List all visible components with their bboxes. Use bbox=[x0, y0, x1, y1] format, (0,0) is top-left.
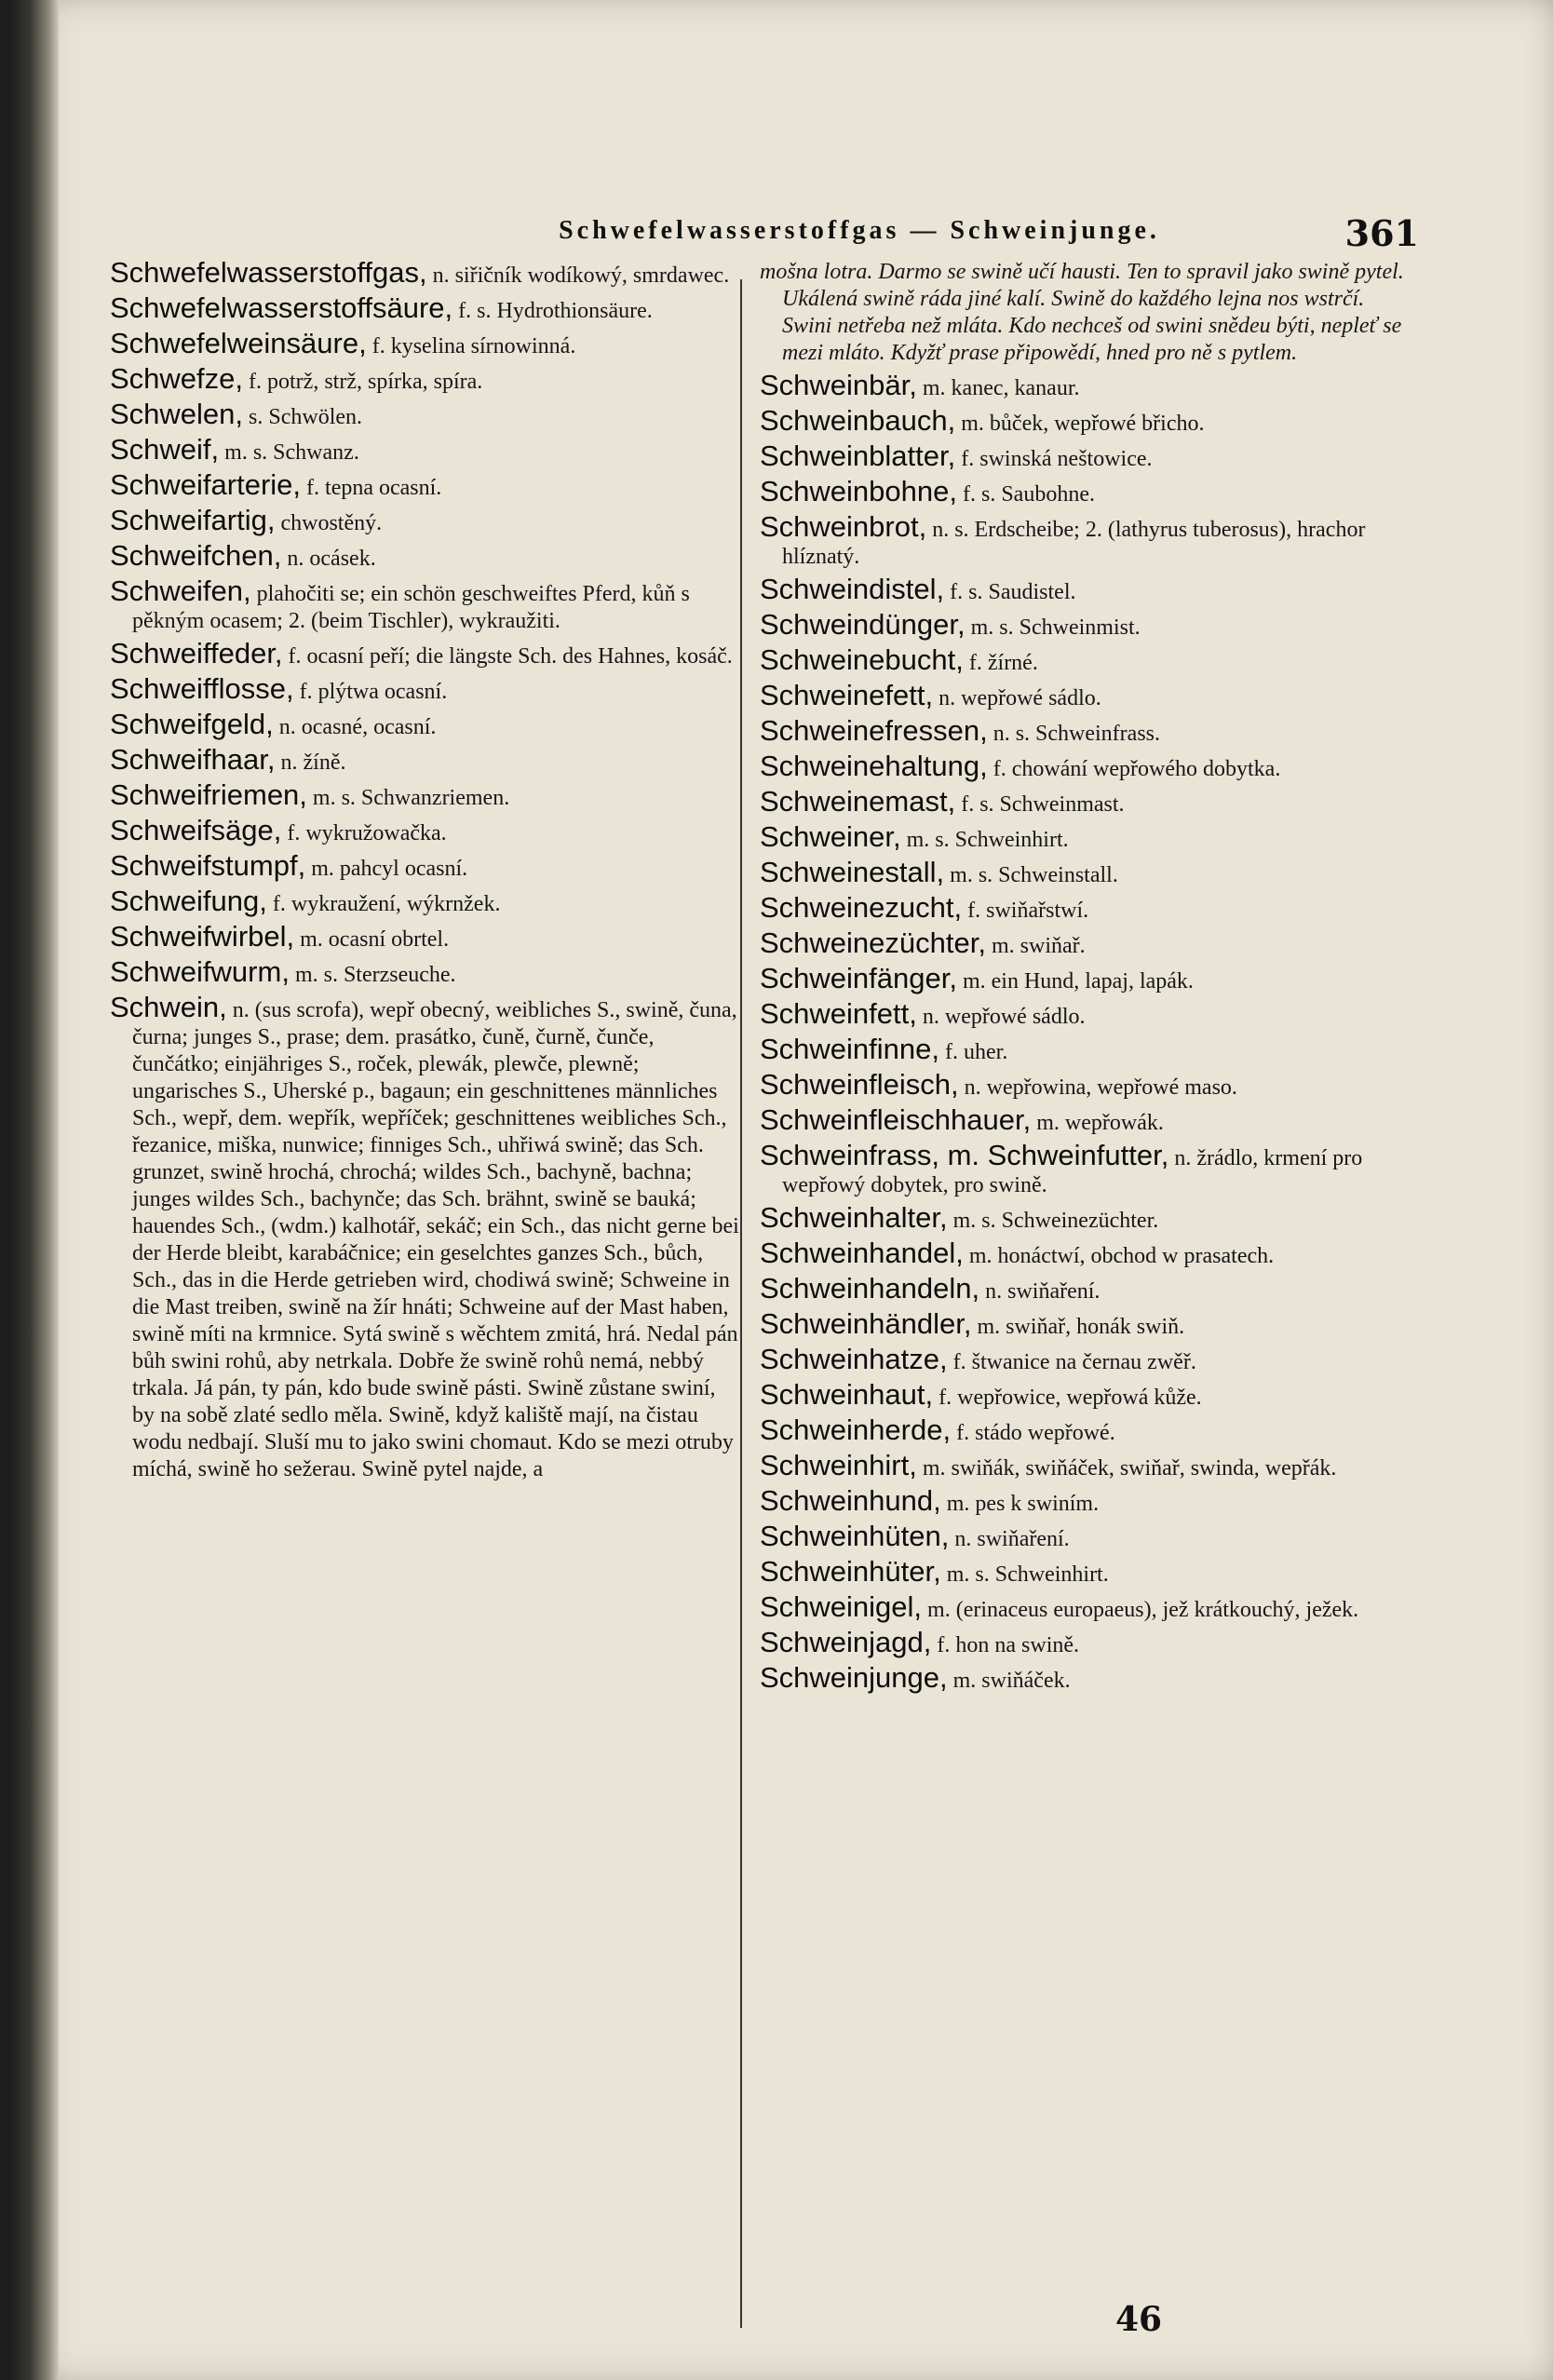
entry-definition: f. žírné. bbox=[968, 651, 1038, 675]
entry-headword: Schweinigel, bbox=[760, 1590, 923, 1623]
dictionary-entry bbox=[760, 1555, 1413, 1589]
left-column bbox=[110, 256, 743, 1488]
entry-definition: plahočiti se; ein schön geschweiftes Pferd, kůň s pěkným ocasem; 2. (beim Tischler), wykraužiti. bbox=[132, 582, 690, 633]
entry-headword: Schweifung, bbox=[110, 885, 267, 917]
entry-definition: f. s. Schweinmast. bbox=[961, 792, 1125, 817]
dictionary-entry bbox=[760, 1201, 1413, 1235]
entry-headword: Schweinebucht, bbox=[760, 643, 964, 676]
dictionary-entry bbox=[110, 504, 743, 537]
entry-definition: f. uher. bbox=[945, 1040, 1008, 1064]
entry-headword: Schweifwirbel, bbox=[110, 920, 295, 953]
dictionary-entry bbox=[110, 577, 743, 635]
entry-definition: m. pes k swiním. bbox=[946, 1492, 1100, 1516]
entry-headword: Schwefelwasserstoffsäure, bbox=[110, 291, 453, 324]
entry-definition: f. wepřowice, wepřowá kůže. bbox=[939, 1386, 1202, 1410]
entry-definition: n. wepřowé sádlo. bbox=[939, 686, 1101, 710]
entry-definition: n. s. Erdscheibe; 2. (lathyrus tuberosus), hrachor hlíznatý. bbox=[782, 518, 1366, 569]
entry-definition: f. s. Saubohne. bbox=[963, 482, 1095, 507]
dictionary-page bbox=[7, 0, 1553, 2380]
entry-headword: Schweifflosse, bbox=[110, 672, 294, 705]
entry-definition: m. ocasní obrtel. bbox=[300, 927, 450, 952]
dictionary-entry bbox=[760, 439, 1413, 473]
dictionary-entry bbox=[760, 820, 1413, 854]
entry-definition: chwostěný. bbox=[280, 511, 383, 535]
entry-definition: m. s. Sterzseuche. bbox=[294, 963, 456, 987]
entry-definition: m. swiňák, swiňáček, swiňař, swinda, wepřák. bbox=[922, 1456, 1337, 1481]
dictionary-entry bbox=[760, 1661, 1413, 1695]
dictionary-entry bbox=[110, 887, 743, 918]
entry-headword: Schweinezucht, bbox=[760, 891, 963, 924]
entry-headword: Schwefelwasserstoffgas, bbox=[110, 256, 427, 289]
dictionary-entry bbox=[760, 962, 1413, 995]
dictionary-entry bbox=[760, 1378, 1413, 1412]
dictionary-entry bbox=[110, 991, 743, 1483]
entry-headword: Schweinehaltung, bbox=[760, 750, 988, 782]
entry-headword: Schwein, bbox=[110, 991, 227, 1023]
dictionary-entry bbox=[110, 637, 743, 670]
entry-definition: m. s. Schwanz. bbox=[224, 440, 359, 465]
dictionary-entry bbox=[110, 814, 743, 847]
entry-definition: m. s. Schwanzriemen. bbox=[312, 786, 510, 810]
dictionary-entry bbox=[110, 778, 743, 812]
entry-definition: m. swiňař. bbox=[991, 934, 1086, 958]
dictionary-entry bbox=[760, 891, 1413, 925]
entry-definition: m. wepřowák. bbox=[1036, 1111, 1164, 1135]
dictionary-entry bbox=[110, 468, 743, 502]
entry-headword: Schweifartig, bbox=[110, 504, 276, 536]
entry-definition: f. wykraužení, wýkrnžek. bbox=[272, 892, 501, 916]
dictionary-entry bbox=[760, 1272, 1413, 1305]
entry-headword: Schweinbrot, bbox=[760, 510, 927, 543]
entry-headword: Schweiffeder, bbox=[110, 637, 283, 669]
entry-definition: f. ocasní peří; die längste Sch. des Hahnes, kosáč. bbox=[288, 644, 733, 669]
entry-headword: Schweinfleisch, bbox=[760, 1068, 959, 1101]
entry-headword: Schweinbär, bbox=[760, 369, 917, 401]
dictionary-entry bbox=[110, 849, 743, 883]
entry-headword: Schweifen, bbox=[110, 575, 251, 607]
column-divider bbox=[740, 279, 742, 2328]
entry-headword: Schweinbohne, bbox=[760, 475, 957, 507]
entry-definition: m. honáctwí, obchod w prasatech. bbox=[968, 1244, 1275, 1268]
entry-definition: f. s. Hydrothionsäure. bbox=[458, 299, 653, 323]
book-spine-shadow bbox=[7, 0, 59, 2380]
dictionary-entry bbox=[760, 1139, 1413, 1199]
entry-headword: Schweifhaar, bbox=[110, 743, 276, 776]
dictionary-entry bbox=[760, 1239, 1413, 1270]
dictionary-entry bbox=[760, 643, 1413, 677]
dictionary-entry bbox=[760, 1590, 1413, 1624]
entry-headword: Schweinfett, bbox=[760, 997, 917, 1030]
entry-headword: Schweinfrass, m. Schweinfutter, bbox=[760, 1139, 1169, 1171]
dictionary-entry bbox=[110, 327, 743, 360]
entry-headword: Schweiner, bbox=[760, 820, 901, 853]
entry-headword: Schweif, bbox=[110, 433, 220, 466]
entry-definition: f. s. Saudistel. bbox=[950, 580, 1076, 604]
dictionary-entry bbox=[760, 856, 1413, 889]
entry-definition: m. s. Schweinmist. bbox=[970, 615, 1141, 640]
entry-headword: Schweifchen, bbox=[110, 539, 282, 572]
entry-definition: m. s. Schweinhirt. bbox=[906, 828, 1069, 852]
entry-definition: f. tepna ocasní. bbox=[306, 476, 442, 500]
entry-headword: Schweinefressen, bbox=[760, 714, 988, 747]
dictionary-entry bbox=[110, 710, 743, 741]
signature-mark: 46 bbox=[1115, 2300, 1163, 2339]
dictionary-entry bbox=[760, 369, 1413, 402]
entry-headword: Schweinhalter, bbox=[760, 1201, 948, 1234]
entry-definition: f. kyselina sírnowinná. bbox=[371, 334, 576, 358]
dictionary-entry bbox=[110, 920, 743, 953]
entry-definition: f. swinská neštowice. bbox=[961, 447, 1153, 471]
entry-definition: f. hon na swině. bbox=[937, 1633, 1080, 1657]
entry-headword: Schweifsäge, bbox=[110, 814, 282, 846]
dictionary-entry bbox=[110, 291, 743, 325]
continuation-text: mošna lotra. Darmo se swině učí hausti. Ten to spravil jako swině pytel. Ukálená swině ráda jiné kalí. Swině do každého lejna nos wstrčí. Swini netřeba než mláta. Kdo nechceš od swini snědeu býti, nepleť se mezi mláto. Kdyžť prase připowědí, hned pro ně s pytlem. bbox=[760, 260, 1404, 365]
entry-headword: Schweindünger, bbox=[760, 608, 966, 641]
entry-headword: Schweifarterie, bbox=[110, 468, 302, 501]
entry-definition: n. siřičník wodíkowý, smrdawec. bbox=[432, 264, 730, 288]
entry-definition: n. ocasné, ocasní. bbox=[278, 715, 437, 739]
entry-definition: s. Schwölen. bbox=[249, 405, 363, 429]
dictionary-entry bbox=[110, 256, 743, 290]
entry-headword: Schweinbauch, bbox=[760, 404, 956, 437]
entry-headword: Schwefze, bbox=[110, 362, 244, 395]
dictionary-entry bbox=[110, 362, 743, 396]
entry-headword: Schweinblatter, bbox=[760, 439, 956, 472]
entry-headword: Schweinjunge, bbox=[760, 1661, 948, 1694]
entry-definition: n. žíně. bbox=[280, 751, 346, 775]
dictionary-entry bbox=[760, 1484, 1413, 1518]
entry-definition: m. bůček, wepřowé břicho. bbox=[961, 412, 1205, 436]
entry-headword: Schweinhüter, bbox=[760, 1555, 941, 1588]
entry-headword: Schweinestall, bbox=[760, 856, 945, 888]
dictionary-entry bbox=[760, 510, 1413, 571]
entry-headword: Schweinherde, bbox=[760, 1413, 952, 1446]
running-head: Schwefelwasserstoffgas — Schweinjunge. bbox=[559, 216, 1160, 245]
dictionary-entry bbox=[760, 1626, 1413, 1659]
entry-headword: Schweindistel, bbox=[760, 573, 945, 605]
page-number: 361 bbox=[1344, 212, 1419, 254]
dictionary-entry bbox=[760, 1343, 1413, 1376]
dictionary-entry bbox=[760, 1307, 1413, 1341]
entry-definition: m. swiňáček. bbox=[952, 1669, 1071, 1693]
entry-definition: m. ein Hund, lapaj, lapák. bbox=[962, 969, 1194, 994]
dictionary-entry bbox=[760, 997, 1413, 1031]
entry-definition: f. swiňařstwí. bbox=[967, 899, 1089, 923]
entry-headword: Schweinhüten, bbox=[760, 1520, 950, 1552]
entry-headword: Schweinfleischhauer, bbox=[760, 1103, 1032, 1136]
entry-definition: f. štwanice na černau zwěř. bbox=[952, 1350, 1196, 1374]
dictionary-entry bbox=[760, 1449, 1413, 1482]
dictionary-entry bbox=[760, 785, 1413, 818]
entry-headword: Schwelen, bbox=[110, 398, 244, 430]
dictionary-entry bbox=[760, 1035, 1413, 1066]
dictionary-entry bbox=[110, 400, 743, 431]
dictionary-entry bbox=[760, 1522, 1413, 1553]
entry-headword: Schweinhatze, bbox=[760, 1343, 948, 1375]
entry-definition: f. stádo wepřowé. bbox=[956, 1421, 1115, 1445]
entry-definition: m. kanec, kanaur. bbox=[922, 376, 1080, 400]
entry-definition: f. chowání wepřowého dobytka. bbox=[993, 757, 1281, 781]
entry-headword: Schweinhund, bbox=[760, 1484, 941, 1517]
entry-definition: f. wykružowačka. bbox=[287, 821, 447, 845]
dictionary-entry bbox=[760, 679, 1413, 712]
entry-headword: Schweinhandeln, bbox=[760, 1272, 980, 1305]
entry-definition: m. (erinaceus europaeus), jež krátkouchý, ježek. bbox=[927, 1598, 1359, 1622]
entry-headword: Schwefelweinsäure, bbox=[110, 327, 367, 359]
dictionary-entry bbox=[760, 575, 1413, 606]
entry-definition: m. s. Schweinezüchter. bbox=[952, 1209, 1159, 1233]
dictionary-entry bbox=[760, 404, 1413, 438]
entry-definition: m. swiňař, honák swiň. bbox=[977, 1315, 1185, 1339]
dictionary-entry bbox=[760, 608, 1413, 642]
dictionary-entry bbox=[760, 475, 1413, 508]
entry-definition: n. (sus scrofa), wepř obecný, weibliches S., swině, čuna, čurna; junges S., prase; dem. prasátko, čuně, čurně, čunče, čunčátko; einjähriges S., roček, plewák, plewče, plewně; ungarisches S., Uherské p., bagaun; ein geschnittenes männliches Sch., wepř, dem. wepřík, wepříček; geschnittenes weibliches Sch., řezanice, miška, nunwice; finniges Sch., uhřiwá swině; das Sch. grunzet, swině hrochá, chrochá; wildes Sch., bachyně, bachna; junges wildes Sch., bachynče; das Sch. brähnt, swině se bauká; hauendes Sch., (wdm.) kalhotář, sekáč; ein Sch., das nicht gerne bei der Herde bleibt, karabáčnice; ein geselchtes ganzes Sch., bůch, Sch., das in die Herde getrieben wird, chodiwá swině; Schweine in die Mast treiben, swině na žír hnáti; Schweine auf der Mast haben, swině míti na krmnice. Sytá swině s wěchtem zmitá, hrá. Nedal pán bůh swini rohů, aby netrkala. Dobře že swině rohů nemá, nebbý trkala. Já pán, ty pán, kdo bude swině pásti. Swině zůstane swiní, by na sobě zlaté sedlo měla. Swině, když kaliště mají, na čistau wodu nedbají. Sluší mu to jako swini chomaut. Kdo se mezi otruby míchá, swině ho sežerau. Swině pytel najde, a bbox=[132, 998, 739, 1481]
dictionary-entry bbox=[110, 955, 743, 989]
dictionary-entry bbox=[760, 1068, 1413, 1102]
entry-headword: Schweinjagd, bbox=[760, 1626, 932, 1658]
entry-definition: m. s. Schweinhirt. bbox=[946, 1562, 1109, 1587]
entry-headword: Schweifstumpf, bbox=[110, 849, 306, 882]
entry-headword: Schweinhändler, bbox=[760, 1307, 972, 1340]
dictionary-entry bbox=[110, 743, 743, 777]
entry-headword: Schweinhaut, bbox=[760, 1378, 934, 1411]
entry-definition: n. žrádlo, krmení pro wepřowý dobytek, pro swině. bbox=[782, 1146, 1363, 1197]
dictionary-entry bbox=[760, 1103, 1413, 1137]
dictionary-entry bbox=[760, 926, 1413, 960]
entry-definition: m. s. Schweinstall. bbox=[950, 863, 1118, 887]
entry-headword: Schweifgeld, bbox=[110, 708, 274, 740]
entry-headword: Schweifriemen, bbox=[110, 778, 307, 811]
entry-headword: Schweinfinne, bbox=[760, 1033, 940, 1065]
entry-headword: Schweinemast, bbox=[760, 785, 956, 818]
entry-headword: Schweinezüchter, bbox=[760, 926, 986, 959]
dictionary-entry bbox=[760, 714, 1413, 748]
entry-headword: Schweinhandel, bbox=[760, 1237, 964, 1269]
right-column bbox=[760, 259, 1413, 1699]
entry-definition: f. potrž, strž, spírka, spíra. bbox=[249, 370, 483, 394]
dictionary-entry bbox=[760, 752, 1413, 783]
entry-definition: n. ocásek. bbox=[287, 547, 376, 571]
dictionary-entry bbox=[110, 539, 743, 573]
entry-headword: Schweifwurm, bbox=[110, 955, 290, 988]
entry-definition: n. s. Schweinfrass. bbox=[993, 722, 1160, 746]
entry-headword: Schweinhirt, bbox=[760, 1449, 917, 1481]
dictionary-entry bbox=[110, 433, 743, 467]
dictionary-entry bbox=[110, 672, 743, 706]
entry-definition: n. wepřowina, wepřowé maso. bbox=[964, 1075, 1237, 1100]
entry-headword: Schweinfänger, bbox=[760, 962, 957, 994]
entry-definition: m. pahcyl ocasní. bbox=[311, 857, 468, 881]
entry-headword: Schweinefett, bbox=[760, 679, 934, 711]
dictionary-entry bbox=[760, 1413, 1413, 1447]
entry-definition: n. swiňaření. bbox=[954, 1527, 1070, 1551]
entry-definition: f. plýtwa ocasní. bbox=[299, 680, 448, 704]
entry-definition: n. swiňaření. bbox=[985, 1279, 1101, 1304]
entry-definition: n. wepřowé sádlo. bbox=[922, 1005, 1086, 1029]
